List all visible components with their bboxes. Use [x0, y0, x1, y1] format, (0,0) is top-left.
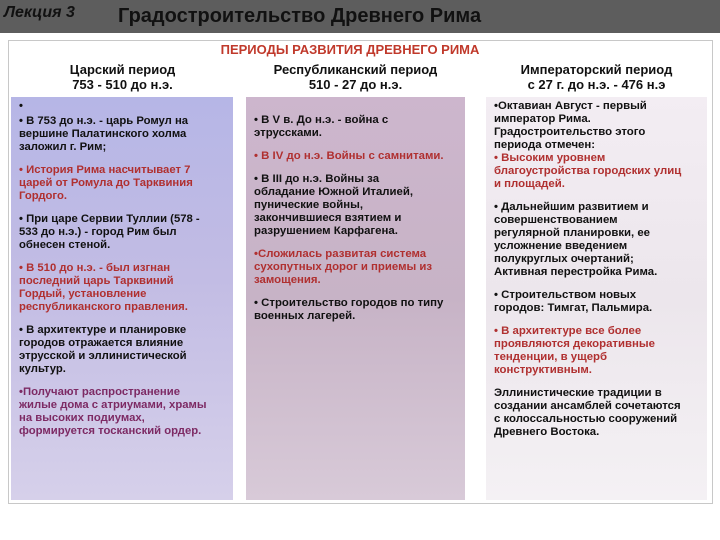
list-item: • История Рима насчитывает 7 царей от Ромула до Тарквиния Гордого. [19, 164, 193, 202]
heading-republican-period: Республиканский период 510 - 27 до н.э. [273, 62, 438, 92]
column-imperial-period [486, 97, 707, 500]
column-republican-period [246, 97, 465, 500]
list-item: • В V в. До н.э. - война с этруссками. [254, 114, 389, 139]
list-item: • В 510 до н.э. - был изгнан последний царь Тарквиний Гордый, установление республиканского правления. [19, 262, 188, 313]
heading-royal-period: Царский период 753 - 510 до н.э. [69, 62, 176, 92]
list-item: •Сложилась развитая система сухопутных дорог и приемы из замощения. [254, 248, 433, 286]
list-item: • В III до н.э. Войны за обладание Южной Италией, пунические войны, закончившиеся взятием и разрушением Карфагена. [254, 173, 414, 237]
slide-title: Градостроительство Древнего Рима [118, 5, 482, 27]
lecture-label: Лекция 3 [4, 4, 75, 21]
list-item: • Строительством новых городов: Тимгат, Пальмира. [494, 289, 653, 314]
list-item: • [19, 100, 23, 112]
list-item: • В архитектуре и планировке городов отражается влияние этрусской и эллинистической культур. [19, 324, 187, 375]
list-item: • При царе Сервии Туллии (578 - 533 до н.э.) - город Рим был обнесен стеной. [19, 213, 200, 251]
list-item: • В IV до н.э. Войны с самнитами. [254, 150, 444, 162]
column-royal-period [11, 97, 233, 500]
list-item: • Строительство городов по типу военных лагерей. [254, 297, 444, 322]
list-item: • Дальнейшим развитием и совершенствованием регулярной планировки, ее усложнение введением полукруглых очертаний; Активная перестройка Рима. [494, 201, 658, 278]
list-item: Эллинистические традиции в создании ансамблей сочетаются с колоссальностью сооружений Древнего Востока. [494, 387, 681, 438]
list-item: •Получают распространение жилые дома с атриумами, храмы на высоких подиумах, формируется тосканский ордер. [19, 386, 207, 437]
list-item: • В архитектуре все более проявляются декоративные тенденции, в ущерб конструктивным. [494, 325, 655, 376]
heading-imperial-period: Императорский период с 27 г. до н.э. - 476 н.э [520, 62, 673, 92]
periods-banner: ПЕРИОДЫ РАЗВИТИЯ ДРЕВНЕГО РИМА [220, 42, 480, 57]
list-item: • Высоким уровнем благоустройства городских улиц и площадей. [494, 152, 682, 190]
list-item: •Октавиан Август - первый император Рима. Градостроительство этого периода отмечен: [494, 100, 647, 151]
list-item: • В 753 до н.э. - царь Ромул на вершине Палатинского холма заложил г. Рим; [19, 115, 189, 153]
